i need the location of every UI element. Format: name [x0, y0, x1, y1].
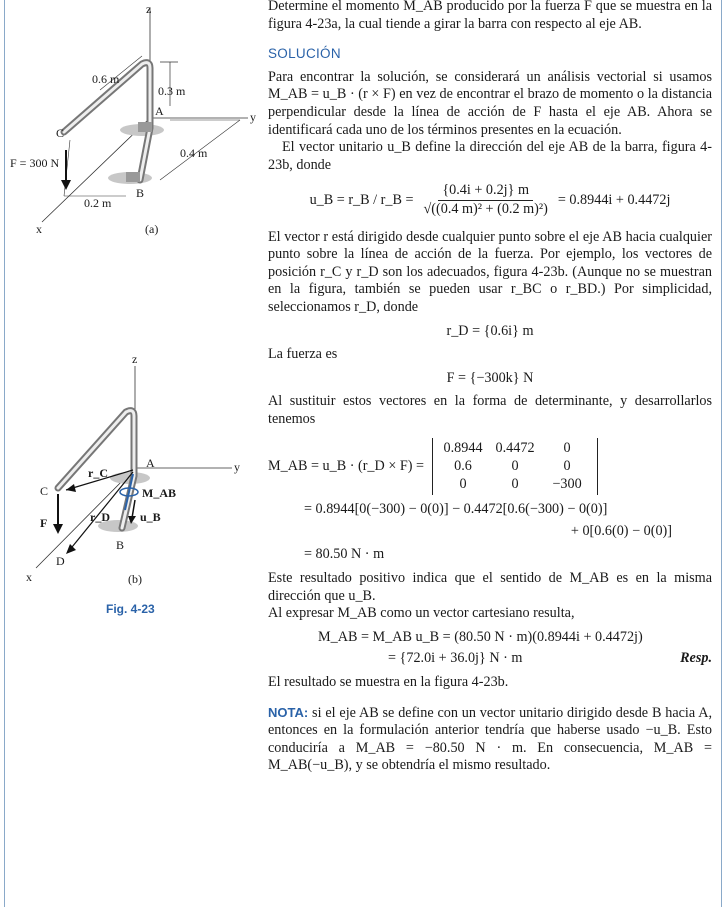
problem-statement: Determine el momento M_AB producido por la fuerza F que se muestra en la figura 4-23a, la cual tiende a girar la barra con respecto al eje AB.	[268, 0, 712, 32]
eq-uB-denominator: √((0.4 m)² + (0.2 m)²)	[423, 200, 548, 217]
note-paragraph	[268, 704, 712, 775]
fig-b-label-F: F	[40, 516, 48, 530]
paragraph-8: El resultado se muestra en la figura 4-23b.	[268, 674, 509, 690]
det-cell: 0	[511, 475, 519, 492]
expansion-line-2: + 0[0.6(0) − 0(0)]	[570, 522, 672, 539]
equation-unit-vector	[268, 182, 712, 218]
determinant-equation	[268, 438, 712, 495]
figure-4-23b	[0, 340, 262, 590]
fig-b-point-C: C	[40, 484, 49, 498]
fig-a-dim-06: 0.6 m	[92, 72, 120, 86]
fig-a-force-label: F = 300 N	[10, 156, 60, 170]
det-cell: 0	[563, 458, 571, 475]
eq-uB-lhs: u_B = r_B / r_B =	[309, 191, 414, 208]
cartesian-eq-2: = {72.0i + 36.0j} N · m	[388, 650, 523, 667]
fig-a-dim-02: 0.2 m	[84, 196, 112, 210]
fig-a-point-A: A	[155, 104, 164, 118]
paragraph-1: Para encontrar la solución, se considerará un análisis vectorial si usamos M_AB = u_B · (r × F) en vez de encontrar el brazo de momento o la distancia perpendicular desde la línea de acción de F hasta el eje AB. Ahora se identificará cada uno de los términos presentes en la ecuación.	[268, 68, 712, 138]
resp-marker: Resp.	[680, 650, 712, 667]
note-text: si el eje AB se define con un vector unitario dirigido desde B hacia A, entonces en la formulación anterior tendría que haberse usado −u_B. Esto conduciría a M_AB = −80.50 N · m. En consecuencia, M_AB = M_AB(−u_B), y se obtendría el mismo resultado.	[268, 704, 713, 774]
paragraph-3: El vector r está dirigido desde cualquier punto sobre el eje AB hacia cualquier punto sobre la línea de acción de la fuerza. Por ejemplo, los vectores de posición r_C y r_D son los adecuados, figura 4-23b. (Aunque no se muestran en la figura, también se pueden usar r_BC o r_BD.) Por simplicidad, seleccionamos r_D, donde	[268, 228, 712, 315]
det-row-3	[437, 476, 593, 494]
determinant-matrix	[432, 438, 598, 495]
det-cell: 0	[511, 458, 519, 475]
eq-uB-result: = 0.8944i + 0.4472j	[557, 191, 671, 208]
figure-4-23a	[0, 0, 262, 240]
note-label: NOTA:	[268, 704, 309, 720]
equation-force: F = {−300k} N	[446, 369, 534, 386]
cartesian-eq-2-row	[268, 650, 712, 668]
frame-border-right	[721, 0, 722, 907]
det-cell: 0	[563, 440, 571, 457]
fig-b-label-uB: u_B	[140, 510, 161, 524]
fig-b-point-D: D	[56, 554, 65, 568]
eq-uB-fraction	[419, 182, 551, 218]
fig-b-label-rC: r_C	[88, 466, 108, 480]
expansion-result: = 80.50 N · m	[304, 546, 385, 563]
text-column	[268, 0, 712, 775]
fig-a-dim-04: 0.4 m	[180, 146, 208, 160]
fig-a-axis-y: y	[250, 110, 256, 124]
expansion-line-1: = 0.8944[0(−300) − 0(0)] − 0.4472[0.6(−300) − 0(0)]	[304, 501, 608, 518]
fig-b-point-B: B	[116, 538, 125, 552]
fig-a-point-B: B	[136, 186, 145, 200]
figure-column	[0, 0, 262, 907]
det-cell: 0.6	[454, 458, 472, 475]
fig-b-label-MAB: M_AB	[142, 486, 176, 500]
fig-b-axis-z: z	[132, 352, 138, 366]
det-cell: 0.4472	[495, 440, 535, 457]
det-row-1	[437, 440, 593, 458]
det-cell: 0	[459, 475, 467, 492]
fig-a-axis-z: z	[146, 2, 152, 16]
paragraph-2: El vector unitario u_B define la dirección del eje AB de la barra, figura 4-23b, donde	[268, 139, 712, 173]
equation-rD: r_D = {0.6i} m	[446, 322, 534, 339]
det-lhs: M_AB = u_B · (r_D × F) =	[268, 458, 425, 475]
fig-b-caption: (b)	[128, 572, 142, 586]
det-cell: 0.8944	[443, 440, 483, 457]
paragraph-4: La fuerza es	[268, 346, 338, 363]
figure-number: Fig. 4-23	[106, 602, 155, 616]
fig-a-caption: (a)	[145, 222, 159, 236]
fig-b-axis-x: x	[26, 570, 32, 584]
fig-b-label-rD: r_D	[90, 510, 110, 524]
fig-b-point-A: A	[146, 456, 155, 470]
fig-a-dim-03: 0.3 m	[158, 84, 186, 98]
paragraph-7: Al expresar M_AB como un vector cartesiano resulta,	[268, 605, 575, 622]
cartesian-eq-1: M_AB = M_AB u_B = (80.50 N · m)(0.8944i + 0.4472j)	[318, 628, 643, 645]
paragraph-5: Al sustituir estos vectores en la forma de determinante, y desarrollarlos tenemos	[268, 393, 712, 427]
det-row-2	[437, 458, 593, 476]
section-heading-solucion: SOLUCIÓN	[268, 46, 341, 62]
paragraph-6: Este resultado positivo indica que el sentido de M_AB es en la misma dirección que u_B.	[268, 570, 712, 604]
det-cell: −300	[552, 475, 582, 492]
fig-a-axis-x: x	[36, 222, 42, 236]
fig-b-axis-y: y	[234, 460, 240, 474]
eq-uB-numerator: {0.4i + 0.2j} m	[438, 182, 533, 201]
fig-a-point-C: C	[56, 126, 65, 140]
